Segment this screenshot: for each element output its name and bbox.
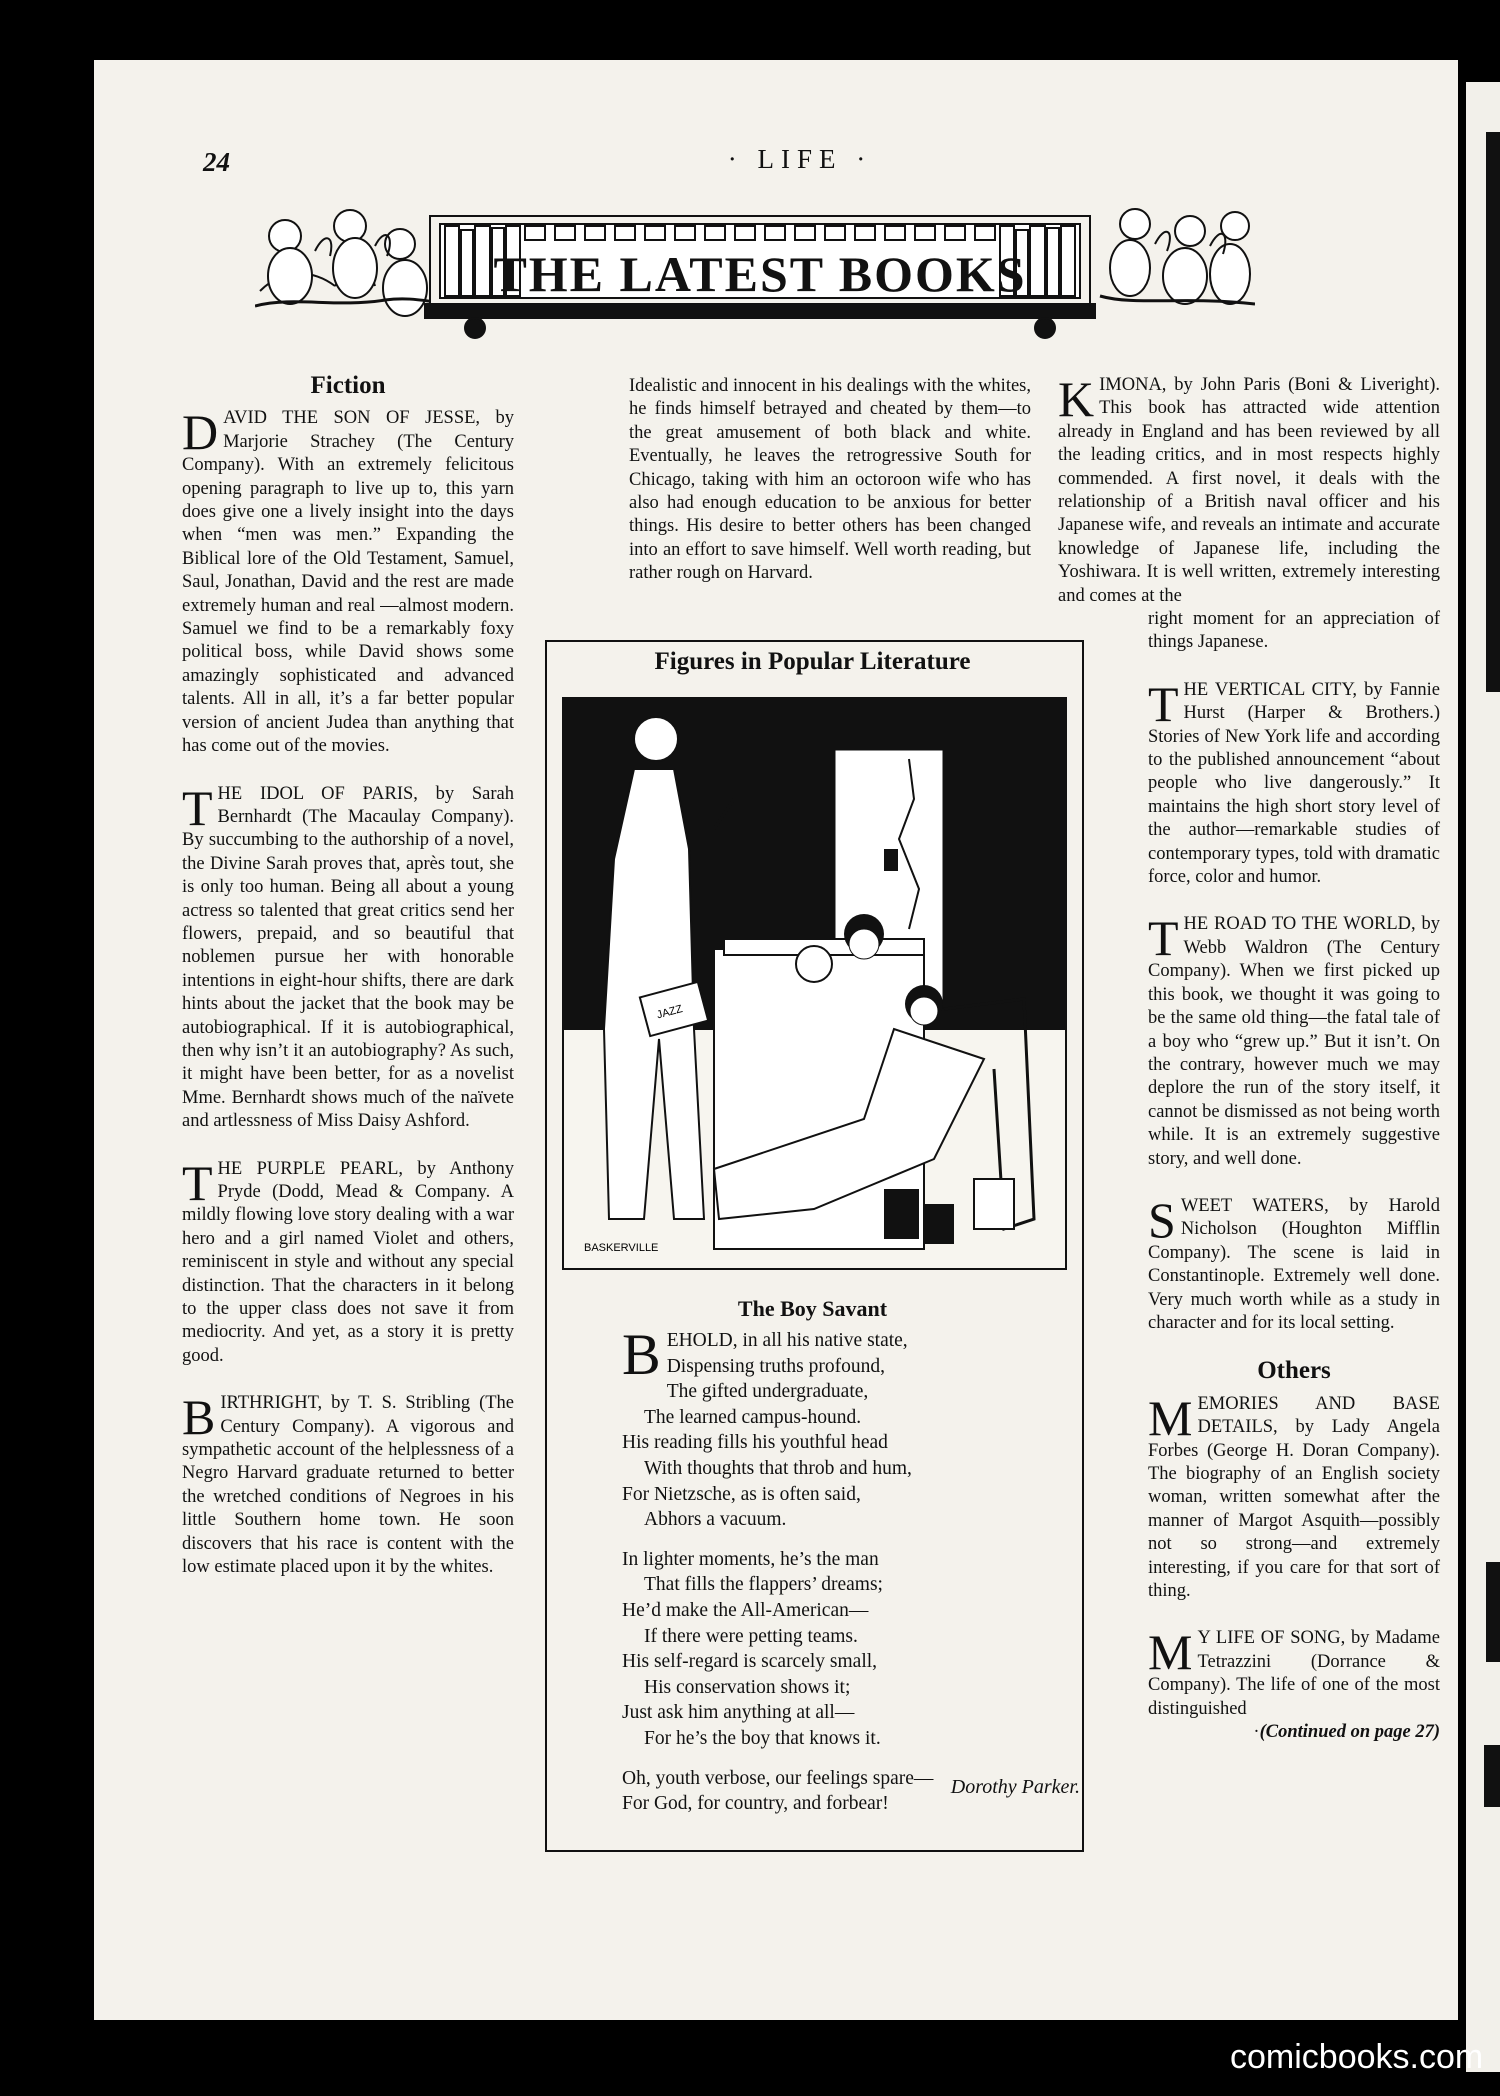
book-label: JAZZ (655, 1003, 684, 1022)
cherubs-right-illustration (1100, 209, 1255, 304)
section-heading-others: Others (1257, 1357, 1331, 1385)
page-number: 24 (203, 147, 230, 177)
running-head: · LIFE · (727, 144, 873, 174)
review-my-life-of-song: M Y LIFE OF SONG, by Madame Tetrazzini (Dorrance & Company). The life of one of the most distinguished (1148, 1624, 1440, 1719)
cartoon-drawing (564, 699, 1065, 1268)
cartoon-illustration (562, 697, 1067, 1270)
column-2-text (629, 375, 1031, 610)
cherubs-left-illustration (255, 210, 445, 316)
poem-drop-cap: B (622, 1322, 661, 1387)
artist-signature: BASKERVILLE (584, 1242, 659, 1254)
poem-stanza-1: BEHOLD, in all his native state, Dispensing truths profound, The gifted undergraduate, The learned campus-hound. His reading fills his youthful head With thoughts that throb and hum, For Nietzsche, as is often said, Abhors a vacuum. (622, 1322, 912, 1531)
latest-books-banner (255, 196, 1255, 346)
review-kimona-tail: right moment for an appreciation of things Japanese. (1148, 609, 1440, 653)
review-idol-of-paris: THE IDOL OF PARIS, by Sarah Bernhardt (The Macaulay Company). By succumbing to the authorship of a novel, the Divine Sarah proves that, après tout, she is only too human. Being all about a young actress so talented that great critics send her flowers, prepaid, and so beautiful that noblemen pursue her with honorable intentions in eight-hour shifts, there are dark hints about the jacket that the book may be autobiographical. If it is autobiographical, then why isn’t it an autobiography? As such, it might have been better, for as a novelist Mme. Bernhardt shows much of the naïvete and artlessness of Miss Daisy Ashford. (182, 779, 514, 1132)
feature-title: Figures in Popular Literature (654, 648, 971, 675)
review-road-to-world: THE ROAD TO THE WORLD, by Webb Waldron (The Century Company). When we first picked up this book, we thought it was going to be the same old thing—the fatal tale of a boy who “grew up.” But it isn’t. On the contrary, however much we may deplore the run of the story itself, it cannot be dismissed as not being worth while. It is an extremely suggestive story, and well done. (1148, 910, 1440, 1169)
poem-author: Dorothy Parker. (950, 1776, 1080, 1798)
column-3-main (1148, 608, 1440, 1744)
poem-body (622, 1322, 1072, 1817)
column-3-top (1058, 371, 1440, 608)
review-birthright: BIRTHRIGHT, by T. S. Stribling (The Century Company). A vigorous and sympathetic account of the helplessness of a Negro Harvard graduate returned to better the wretched conditions of Negroes in his little Southern home town. He soon discovers that his race is content with the low estimate placed upon it by the whites. (182, 1389, 514, 1578)
section-heading-fiction: Fiction (310, 372, 386, 399)
continued-note: ·(Continued on page 27) (1253, 1722, 1440, 1743)
banner-title: THE LATEST BOOKS (493, 246, 1027, 302)
review-birthright-continued: Idealistic and innocent in his dealings with the whites, he finds himself betrayed and cheated by them—to the great amusement of both black and white. Eventually, he leaves the retrogressive South for Chicago, taking with him an octoroon wife who has also had enough education to be anxious for better things. His desire to better others has been changed into an effort to save himself. Well worth reading, but rather rough on Harvard. (629, 376, 1031, 584)
review-sweet-waters: SWEET WATERS, by Harold Nicholson (Houghton Mifflin Company). The scene is laid in Constantinople. Extremely well done. Very much worth while as a study in character and for its local setting. (1148, 1191, 1440, 1333)
watermark: comicbooks.com (1230, 2038, 1484, 2076)
edge-mark (1484, 1745, 1500, 1807)
poem-stanza-3: Oh, youth verbose, our feelings spare— For God, for country, and forbear! (622, 1767, 934, 1815)
column-1 (182, 374, 514, 1604)
review-vertical-city: THE VERTICAL CITY, by Fannie Hurst (Harper & Brothers.) Stories of New York life and according to the published announcement “about people who live dangerously.” It maintains the high short story level of the author—remarkable studies of contemporary types, told with dramatic force, color and humor. (1148, 675, 1440, 888)
review-david: DAVID THE SON OF JESSE, by Marjorie Strachey (The Century Company). With an extremely felicitous opening paragraph to live up to, this yarn does give one a lively insight into the days when “men was men.” Expanding the Biblical lore of the Old Testament, Samuel, Saul, Jonathan, David and the rest are made extremely human and real —almost modern. Samuel we find to be a remarkably foxy political boss, while David shows some amazingly sophisticated and advanced talents. All in all, it’s a far better popular version of ancient Judea than anything that has come out of the movies. (182, 404, 514, 757)
review-kimona: KIMONA, by John Paris (Boni & Liveright). This book has attracted wide attention already in England and has been reviewed by all the leading critics, and in most respects highly commended. A first novel, it deals with the relationship of a British naval officer and his Japanese wife, and reveals an intimate and accurate knowledge of Japanese life, including the Yoshiwara. It is well written, extremely interesting and comes at the (1058, 371, 1440, 606)
poem-stanza-2: In lighter moments, he’s the man That fills the flappers’ dreams; He’d make the All-American— If there were petting teams. His self-regard is scarcely small, His conservation shows it; Just ask him anything at all— For he’s the boy that knows it. (622, 1548, 883, 1749)
review-memories: MEMORIES AND BASE DETAILS, by Lady Angela Forbes (George H. Doran Company). The biography of an English society woman, written somewhat after the manner of Margot Asquith—possibly not so strong—and extremely interesting, if you care for that sort of thing. (1148, 1389, 1440, 1602)
review-purple-pearl: THE PURPLE PEARL, by Anthony Pryde (Dodd, Mead & Company. A mildly flowing love story dealing with a war hero and a girl named Violet and others, reminiscent in style and without any special distinction. That the characters in it belong to the upper class does not save it from mediocrity. And yet, as a story it is pretty good. (182, 1154, 514, 1366)
poem-title: The Boy Savant (737, 1296, 888, 1321)
